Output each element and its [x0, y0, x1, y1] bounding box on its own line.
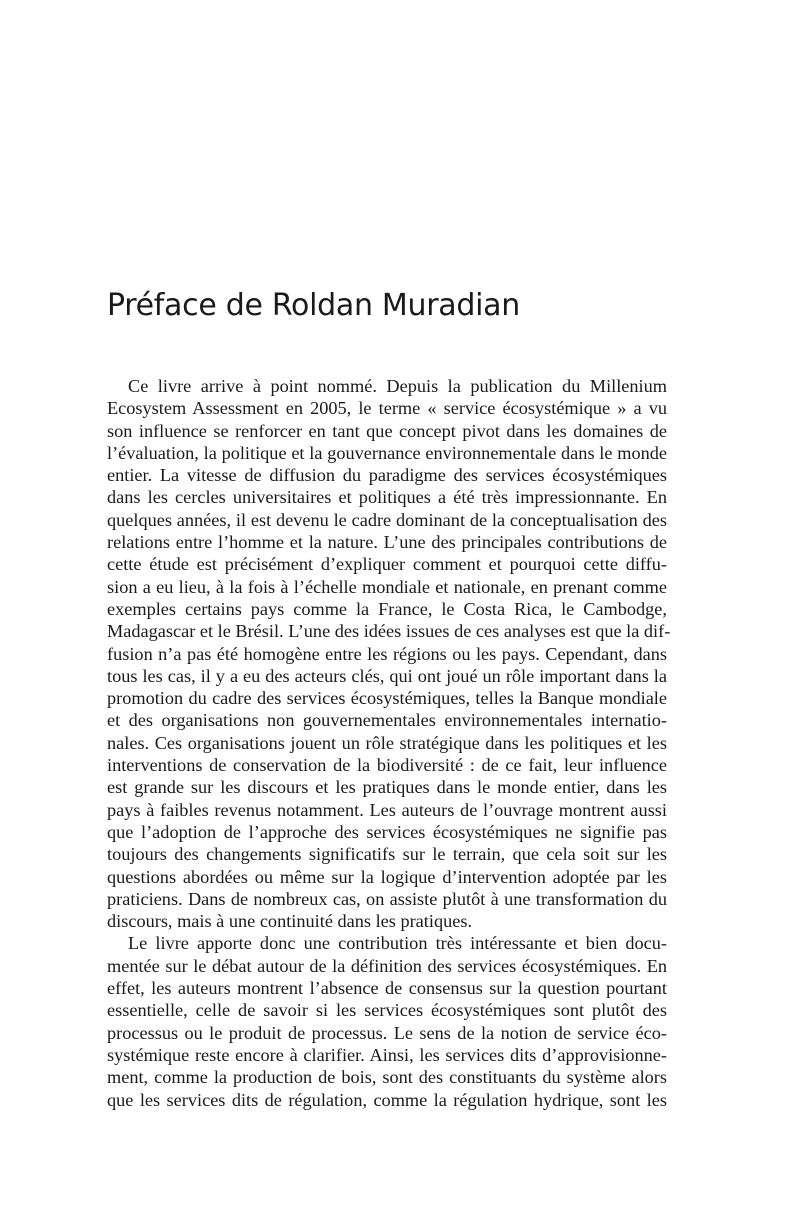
- text-line: interventions de conservation de la biodiversité : de ce fait, leur influence: [107, 755, 667, 776]
- text-line: et des organisations non gouvernementales environnementales internatio-: [107, 710, 667, 731]
- text-line: que l’adoption de l’approche des services écosystémiques ne signifie pas: [107, 821, 667, 842]
- text-line: est grande sur les discours et les pratiques dans le monde entier, dans les: [107, 777, 667, 798]
- body-text: [107, 375, 671, 1111]
- text-line: discours, mais à une continuité dans les pratiques.: [107, 911, 473, 932]
- text-line: essentielle, celle de savoir si les services écosystémiques sont plutôt des: [107, 1000, 667, 1021]
- text-line: systémique reste encore à clarifier. Ainsi, les services dits d’approvisionne-: [107, 1044, 667, 1065]
- paragraph-1: [107, 375, 671, 932]
- text-line: praticiens. Dans de nombreux cas, on assiste plutôt à une transformation du: [107, 888, 667, 909]
- text-line: que les services dits de régulation, comme la régulation hydrique, sont les: [107, 1089, 667, 1110]
- text-line: quelques années, il est devenu le cadre dominant de la conceptualisation des: [107, 509, 667, 530]
- text-line: fusion n’a pas été homogène entre les régions ou les pays. Cependant, dans: [107, 643, 667, 664]
- text-line: cette étude est précisément d’expliquer comment et pourquoi cette diffu-: [107, 554, 667, 575]
- text-line: Le livre apporte donc une contribution très intéressante et bien docu-: [128, 933, 667, 954]
- text-line: dans les cercles universitaires et politiques a été très impressionnante. En: [107, 487, 667, 508]
- text-line: tous les cas, il y a eu des acteurs clés, qui ont joué un rôle important dans la: [107, 665, 667, 686]
- text-line: ment, comme la production de bois, sont des constituants du système alors: [107, 1067, 667, 1088]
- text-line: processus ou le produit de processus. Le sens de la notion de service éco-: [107, 1022, 667, 1043]
- text-line: l’évaluation, la politique et la gouvernance environnementale dans le monde: [107, 442, 667, 463]
- text-line: exemples certains pays comme la France, le Costa Rica, le Cambodge,: [107, 598, 667, 619]
- text-line: relations entre l’homme et la nature. L’une des principales contributions de: [107, 532, 667, 553]
- text-line: nales. Ces organisations jouent un rôle stratégique dans les politiques et les: [107, 732, 667, 753]
- text-line: toujours des changements significatifs sur le terrain, que cela soit sur les: [107, 844, 667, 865]
- page-title: Préface de Roldan Muradian: [107, 288, 520, 323]
- text-line: Ce livre arrive à point nommé. Depuis la publication du Millenium: [128, 376, 667, 396]
- text-line: son influence se renforcer en tant que concept pivot dans les domaines de: [107, 420, 667, 441]
- paragraph-2: [107, 932, 667, 1110]
- text-line: Ecosystem Assessment en 2005, le terme « service écosystémique » a vu: [107, 398, 667, 419]
- text-line: promotion du cadre des services écosystémiques, telles la Banque mondiale: [107, 688, 667, 709]
- text-line: entier. La vitesse de diffusion du paradigme des services écosystémiques: [107, 465, 667, 486]
- text-line: effet, les auteurs montrent l’absence de consensus sur la question pourtant: [107, 978, 667, 999]
- text-line: questions abordées ou même sur la logique d’intervention adoptée par les: [107, 866, 667, 887]
- text-line: sion a eu lieu, à la fois à l’échelle mondiale et nationale, en prenant comme: [107, 576, 667, 597]
- text-line: mentée sur le débat autour de la définition des services écosystémiques. En: [107, 955, 667, 976]
- text-line: Madagascar et le Brésil. L’une des idées issues de ces analyses est que la dif-: [107, 621, 671, 642]
- text-line: pays à faibles revenus notamment. Les auteurs de l’ouvrage montrent aussi: [107, 799, 667, 820]
